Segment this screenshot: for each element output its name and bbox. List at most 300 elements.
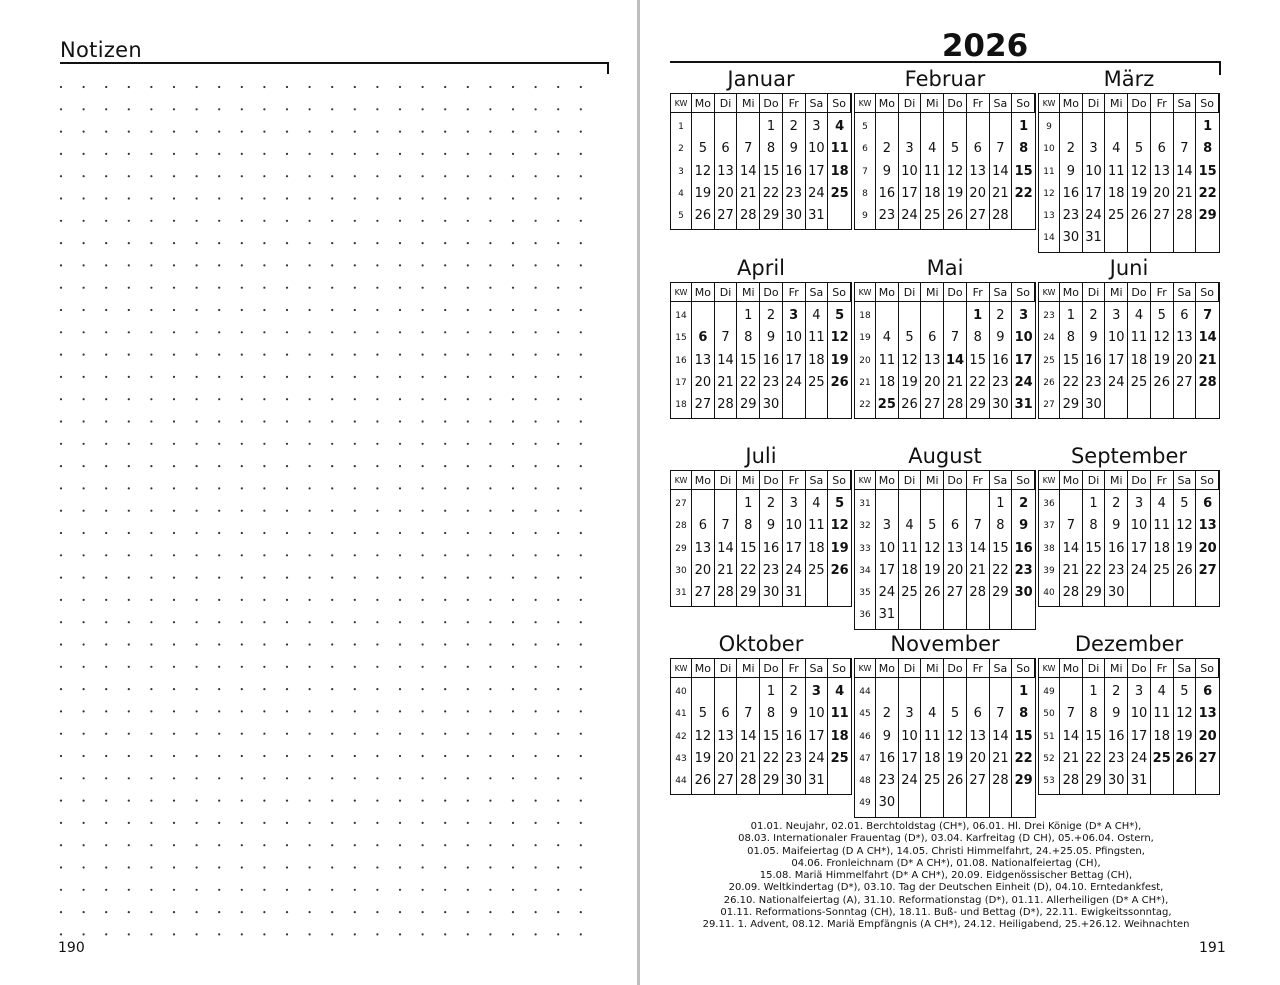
day-cell: 7	[1066, 518, 1075, 534]
day-cell: 3	[1112, 308, 1121, 323]
day-cell: 18	[901, 562, 918, 578]
day-cell: 19	[1176, 728, 1193, 744]
weekday-header: Sa	[990, 659, 1013, 678]
week-number: 23	[1043, 311, 1055, 321]
day-cell: 30	[992, 397, 1009, 413]
day-cell: 16	[1085, 352, 1102, 368]
weekday-header: Sa	[990, 94, 1013, 113]
day-cell: 20	[694, 562, 712, 578]
day-cell	[1128, 227, 1150, 249]
week-number: 3	[678, 166, 684, 177]
day-cell: 8	[973, 330, 982, 346]
weekday-header: Mo	[876, 283, 899, 302]
weekday-header: Sa	[806, 283, 829, 302]
day-cell	[876, 116, 898, 138]
day-cell: 11	[1108, 163, 1125, 179]
weekday-header: Sa	[1174, 659, 1197, 678]
day-cell: 22	[762, 750, 780, 766]
day-cell: 7	[996, 141, 1005, 157]
day-cell: 11	[830, 706, 849, 722]
weekday-header: Mo	[692, 659, 715, 678]
day-cell	[692, 305, 714, 327]
week-number: 51	[1043, 731, 1055, 742]
weekday-header: Mo	[876, 659, 899, 678]
weekday-column	[1174, 113, 1197, 252]
week-number-header: KW	[1039, 283, 1060, 302]
day-cell: 24	[1130, 750, 1148, 766]
day-cell: 4	[1157, 684, 1166, 699]
day-cell: 8	[1019, 141, 1029, 157]
day-cell: 17	[808, 163, 825, 179]
weekday-column	[1151, 113, 1174, 252]
day-cell: 2	[766, 496, 776, 511]
day-cell: 17	[901, 750, 918, 766]
day-cell: 31	[878, 607, 896, 623]
week-number-header: KW	[855, 659, 876, 678]
day-cell	[1174, 394, 1196, 416]
week-number: 52	[1043, 753, 1055, 764]
day-cell: 9	[1019, 518, 1029, 534]
weekday-header: Fr	[783, 471, 806, 490]
weekday-header: Di	[715, 659, 738, 678]
day-cell: 27	[717, 208, 734, 224]
weekday-column	[876, 490, 899, 629]
day-cell	[1012, 205, 1035, 227]
day-cell: 22	[740, 374, 757, 390]
weekday-column	[806, 490, 829, 606]
day-cell	[1174, 227, 1196, 249]
day-cell: 5	[950, 706, 960, 722]
day-cell: 29	[1085, 585, 1102, 601]
day-cell: 8	[996, 518, 1005, 534]
day-cell: 11	[808, 330, 825, 346]
weekday-header: Sa	[806, 471, 829, 490]
day-cell: 5	[835, 308, 845, 323]
weekday-column	[692, 113, 715, 229]
day-cell	[1151, 394, 1173, 416]
day-cell: 13	[969, 728, 986, 744]
weekday-column	[967, 302, 990, 418]
day-cell: 4	[812, 496, 821, 511]
day-cell	[828, 394, 851, 416]
weekday-header: Di	[1083, 471, 1106, 490]
weekday-header: So	[828, 94, 851, 113]
day-cell: 15	[1014, 163, 1033, 179]
day-cell: 20	[1198, 728, 1217, 744]
day-cell: 11	[830, 141, 849, 157]
week-number: 5	[678, 211, 684, 222]
day-cell	[1012, 792, 1035, 814]
day-cell: 18	[924, 750, 941, 766]
day-cell: 26	[1176, 562, 1193, 578]
day-cell: 15	[969, 352, 986, 368]
day-cell: 2	[789, 684, 798, 699]
week-number: 38	[1043, 543, 1055, 554]
day-cell: 29	[1014, 773, 1033, 789]
day-cell	[967, 681, 989, 703]
day-cell: 20	[969, 185, 986, 201]
weekday-header: Mi	[1105, 283, 1128, 302]
holiday-line: 20.09. Weltkindertag (D*), 03.10. Tag der Deutschen Einheit (D), 04.10. Erntedankfest,	[728, 882, 1164, 894]
day-cell: 19	[1176, 540, 1193, 556]
day-cell: 2	[1112, 684, 1121, 699]
day-cell: 3	[905, 706, 914, 722]
weekday-column	[1105, 678, 1128, 794]
day-cell: 4	[835, 119, 845, 134]
week-number: 15	[675, 333, 687, 344]
month-8	[1038, 443, 1220, 607]
day-cell: 1	[1089, 496, 1098, 511]
day-cell: 24	[1130, 562, 1148, 578]
day-cell	[990, 792, 1012, 814]
day-cell: 27	[924, 397, 941, 413]
day-cell	[692, 681, 714, 703]
day-cell	[1196, 227, 1219, 249]
day-cell: 1	[1089, 684, 1098, 699]
day-cell: 30	[878, 795, 896, 811]
day-cell: 13	[946, 540, 964, 556]
day-cell: 19	[946, 750, 964, 766]
day-cell: 9	[766, 330, 776, 346]
day-cell: 3	[905, 141, 914, 157]
day-cell: 1	[1066, 308, 1075, 323]
weekday-header: Mo	[876, 471, 899, 490]
weekday-header: Do	[760, 94, 783, 113]
day-cell: 30	[785, 208, 802, 224]
weekday-column	[828, 302, 851, 418]
week-number: 33	[859, 543, 871, 554]
weekday-column	[692, 302, 715, 418]
day-cell: 3	[811, 684, 821, 699]
day-cell: 13	[1198, 518, 1217, 534]
month-name: Oktober	[718, 632, 804, 656]
week-number-column	[671, 678, 692, 794]
weekday-header: Mi	[921, 471, 944, 490]
day-cell: 1	[973, 308, 983, 323]
day-cell: 14	[969, 540, 986, 556]
day-cell: 23	[762, 374, 780, 390]
day-cell: 12	[1130, 163, 1148, 179]
weekday-header: So	[1012, 471, 1035, 490]
week-number: 2	[678, 144, 684, 155]
month-table	[1038, 470, 1220, 607]
year-title: 2026	[941, 28, 1029, 64]
day-cell: 1	[744, 496, 753, 511]
day-cell: 20	[1198, 540, 1217, 556]
week-number: 34	[859, 565, 871, 576]
day-cell: 29	[762, 773, 780, 789]
weekday-header: Mo	[876, 94, 899, 113]
day-cell: 28	[1176, 208, 1193, 224]
week-number: 6	[862, 144, 868, 155]
week-number: 43	[675, 753, 687, 764]
week-number: 7	[862, 166, 868, 177]
day-cell: 24	[901, 773, 918, 789]
weekday-column	[876, 113, 899, 229]
month-name: Mai	[926, 256, 964, 280]
day-cell: 13	[694, 352, 712, 368]
week-number: 32	[859, 521, 871, 532]
day-cell: 17	[1108, 352, 1125, 368]
weekday-header: Mi	[737, 283, 760, 302]
day-cell: 26	[946, 208, 964, 224]
day-cell: 24	[1085, 208, 1102, 224]
weekday-column	[1174, 302, 1197, 418]
day-cell: 14	[740, 163, 757, 179]
month-table	[854, 282, 1036, 419]
weekday-column	[921, 302, 944, 418]
day-cell: 14	[992, 728, 1009, 744]
week-number: 26	[1043, 377, 1055, 388]
day-cell: 6	[698, 330, 708, 346]
weekday-header: Do	[944, 94, 967, 113]
weekday-column	[1196, 678, 1219, 794]
week-number: 42	[675, 731, 687, 742]
week-number: 17	[675, 377, 687, 388]
day-cell: 26	[694, 773, 712, 789]
month-name: August	[908, 444, 982, 468]
week-number-header: KW	[671, 94, 692, 113]
weekday-column	[967, 113, 990, 229]
day-cell: 1	[766, 684, 776, 699]
weekday-column	[806, 113, 829, 229]
day-cell: 28	[946, 397, 964, 413]
week-number: 4	[678, 188, 684, 199]
month-table	[1038, 93, 1220, 253]
month-name: März	[1103, 67, 1155, 91]
weekday-header: Di	[1083, 283, 1106, 302]
day-cell: 13	[1198, 706, 1217, 722]
weekday-header: Do	[1128, 283, 1151, 302]
day-cell: 6	[973, 706, 982, 722]
week-number-column	[1039, 678, 1060, 794]
weekday-header: Fr	[1151, 94, 1174, 113]
weekday-header: Mi	[921, 94, 944, 113]
week-number: 5	[862, 122, 868, 132]
month-table	[670, 282, 852, 419]
day-cell	[990, 681, 1012, 703]
day-cell: 16	[785, 728, 802, 744]
day-cell: 2	[1019, 496, 1029, 511]
day-cell: 21	[1062, 562, 1080, 578]
weekday-column	[1105, 302, 1128, 418]
day-cell: 17	[785, 352, 802, 368]
day-cell: 23	[1085, 374, 1102, 390]
weekday-column	[1083, 678, 1106, 794]
day-cell	[1174, 770, 1196, 792]
week-number-column	[1039, 113, 1060, 252]
day-cell: 9	[1066, 163, 1075, 179]
day-cell	[737, 681, 759, 703]
day-cell: 28	[717, 397, 734, 413]
day-cell: 28	[1198, 374, 1217, 390]
holiday-line: 01.01. Neujahr, 02.01. Berchtoldstag (CH*), 06.01. Hl. Drei Könige (D* A CH*),	[750, 821, 1142, 832]
week-number-column	[855, 678, 876, 817]
weekday-column	[967, 490, 990, 629]
month-0	[670, 66, 852, 230]
day-cell: 19	[1130, 185, 1148, 201]
day-cell: 8	[1089, 706, 1098, 722]
day-cell	[1060, 493, 1082, 515]
day-cell: 27	[694, 397, 712, 413]
month-2	[1038, 66, 1220, 253]
holiday-line: 08.03. Internationaler Frauentag (D*), 03.04. Karfreitag (D CH), 05.+06.04. Ostern,	[738, 833, 1154, 845]
day-cell: 4	[1134, 308, 1144, 323]
day-cell: 26	[946, 773, 964, 789]
weekday-column	[737, 678, 760, 794]
day-cell: 2	[1112, 496, 1121, 511]
day-cell: 3	[789, 308, 799, 323]
day-cell	[1174, 582, 1196, 604]
week-number: 40	[1043, 588, 1055, 599]
day-cell: 16	[762, 540, 780, 556]
day-cell: 13	[969, 163, 986, 179]
weekday-header: So	[1012, 94, 1035, 113]
week-number: 1	[678, 122, 684, 132]
day-cell: 28	[1062, 773, 1080, 789]
day-cell: 9	[766, 518, 776, 534]
weekday-column	[783, 490, 806, 606]
day-cell: 24	[808, 185, 825, 201]
month-7	[854, 443, 1036, 630]
day-cell: 31	[1085, 230, 1102, 246]
day-cell: 14	[945, 352, 965, 368]
day-cell	[921, 604, 943, 626]
day-cell: 17	[785, 540, 802, 556]
day-cell: 1	[1019, 119, 1029, 134]
day-cell: 22	[1085, 562, 1102, 578]
weekday-column	[944, 113, 967, 229]
day-cell: 6	[973, 141, 982, 157]
day-cell	[1151, 116, 1173, 138]
weekday-column	[990, 113, 1013, 229]
week-number-header: KW	[1039, 659, 1060, 678]
weekday-header: So	[828, 471, 851, 490]
weekday-column	[990, 678, 1013, 817]
week-number: 39	[1043, 565, 1055, 576]
week-number: 30	[675, 565, 687, 576]
weekday-column	[806, 302, 829, 418]
day-cell	[944, 116, 966, 138]
weekday-column	[783, 678, 806, 794]
day-cell	[967, 792, 989, 814]
day-cell: 10	[785, 518, 802, 534]
day-cell: 12	[924, 540, 941, 556]
day-cell: 14	[740, 728, 757, 744]
day-cell: 17	[1130, 540, 1148, 556]
weekday-column	[1060, 113, 1083, 252]
week-number-header: KW	[855, 94, 876, 113]
day-cell: 1	[1203, 119, 1213, 134]
day-cell: 10	[901, 728, 918, 744]
day-cell: 13	[1153, 163, 1170, 179]
day-cell	[921, 792, 943, 814]
day-cell: 2	[1066, 141, 1075, 157]
day-cell: 9	[1112, 518, 1121, 534]
day-cell: 11	[878, 352, 896, 368]
weekday-header: Di	[899, 283, 922, 302]
day-cell: 13	[717, 728, 734, 744]
day-cell: 19	[1153, 352, 1170, 368]
day-cell: 23	[878, 773, 896, 789]
day-cell: 25	[830, 750, 849, 766]
day-cell: 26	[830, 562, 849, 578]
day-cell	[1060, 681, 1082, 703]
day-cell: 18	[808, 540, 825, 556]
day-cell	[783, 394, 805, 416]
week-number-header: KW	[671, 283, 692, 302]
day-cell: 26	[1130, 208, 1148, 224]
day-cell: 16	[878, 750, 896, 766]
week-number: 49	[859, 798, 871, 809]
weekday-column	[737, 302, 760, 418]
weekday-header: Sa	[990, 283, 1013, 302]
weekday-column	[715, 490, 738, 606]
day-cell: 24	[1014, 374, 1033, 390]
day-cell	[1105, 394, 1127, 416]
weekday-column	[1105, 490, 1128, 606]
weekday-column	[1012, 490, 1035, 629]
day-cell: 19	[694, 750, 712, 766]
day-cell: 3	[882, 518, 891, 534]
day-cell: 18	[1130, 352, 1148, 368]
day-cell: 25	[924, 208, 941, 224]
day-cell: 6	[1203, 684, 1213, 699]
month-9	[670, 631, 852, 795]
month-1	[854, 66, 1036, 230]
notes-title: Notizen	[60, 38, 142, 62]
day-cell	[828, 205, 851, 227]
day-cell: 11	[924, 728, 941, 744]
day-cell: 16	[1062, 185, 1080, 201]
day-cell: 15	[992, 540, 1009, 556]
day-cell	[1151, 582, 1173, 604]
holiday-line: 01.11. Reformations-Sonntag (CH), 18.11. Buß- und Bettag (D*), 22.11. Ewigkeitssonntag,	[720, 907, 1172, 919]
day-cell: 28	[992, 208, 1009, 224]
month-name: September	[1070, 444, 1188, 468]
week-number: 12	[1043, 188, 1055, 199]
day-cell	[899, 116, 921, 138]
day-cell	[806, 394, 828, 416]
day-cell: 12	[830, 518, 849, 534]
month-5	[1038, 255, 1220, 419]
day-cell: 10	[1130, 518, 1148, 534]
week-number-column	[1039, 490, 1060, 606]
day-cell	[990, 116, 1012, 138]
weekday-header: Di	[899, 94, 922, 113]
weekday-column	[1151, 302, 1174, 418]
day-cell: 23	[878, 208, 896, 224]
day-cell: 12	[694, 163, 712, 179]
day-cell: 4	[905, 518, 914, 534]
day-cell: 8	[1203, 141, 1213, 157]
day-cell: 14	[1062, 728, 1080, 744]
day-cell: 30	[1062, 230, 1080, 246]
day-cell: 6	[721, 706, 730, 722]
weekday-header: Mo	[692, 471, 715, 490]
day-cell: 1	[1019, 684, 1029, 699]
day-cell: 6	[1203, 496, 1213, 511]
day-cell: 10	[808, 706, 825, 722]
day-cell: 7	[1066, 706, 1075, 722]
day-cell: 15	[1198, 163, 1217, 179]
day-cell: 7	[744, 141, 753, 157]
weekday-header: Mo	[692, 283, 715, 302]
weekday-column	[760, 678, 783, 794]
week-number: 46	[859, 731, 871, 742]
day-cell: 9	[789, 141, 798, 157]
weekday-column	[1196, 490, 1219, 606]
